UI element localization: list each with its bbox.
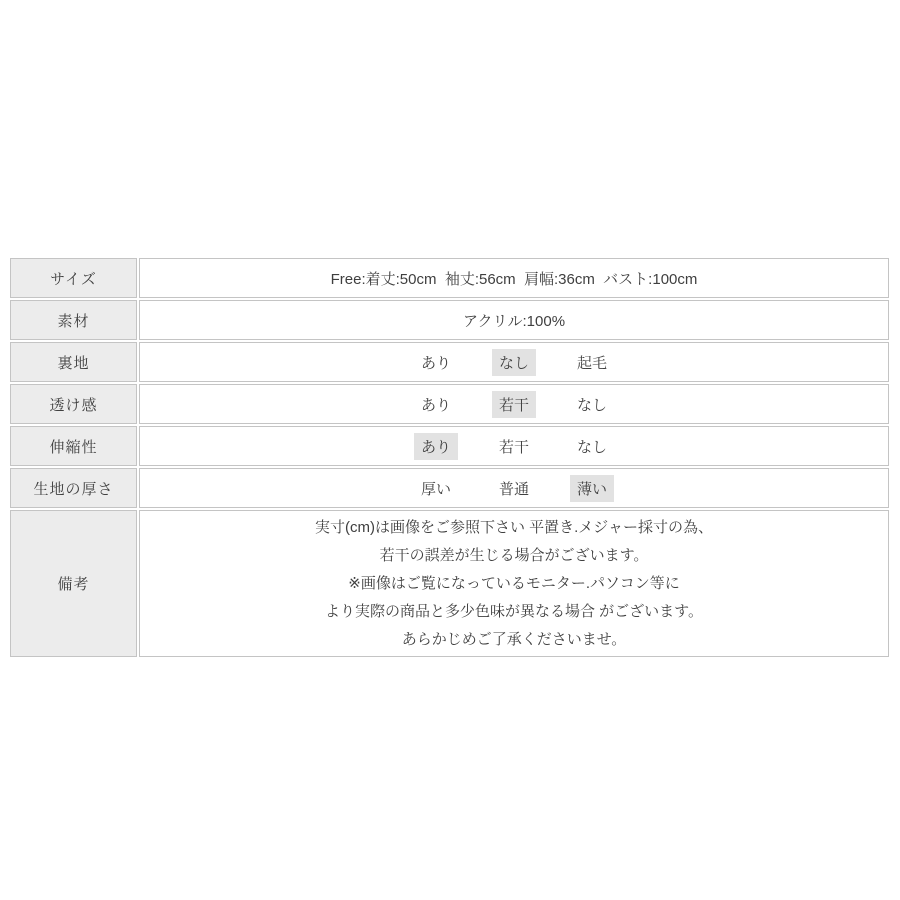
spec-table-body [10,258,889,657]
options-group [141,391,887,418]
remark-line: ※画像はご覧になっているモニター.パソコン等に [348,574,680,592]
spec-row [10,342,889,382]
spec-row-label: 素材 [10,300,137,340]
selected-option: 薄い [570,475,614,502]
remark-line: あらかじめご了承くださいませ。 [401,630,627,648]
option-item: 若干 [498,438,529,456]
spec-row-value [139,510,889,657]
options-group [141,475,887,502]
option-item: 厚い [420,480,451,498]
spec-row-value [139,384,889,424]
spec-row-label: 伸縮性 [10,426,137,466]
spec-row-label: サイズ [10,258,137,298]
spec-row-value [139,468,889,508]
spec-row-label: 透け感 [10,384,137,424]
spec-row-value [139,342,889,382]
spec-row-label: 裏地 [10,342,137,382]
option-item: なし [577,438,608,456]
product-spec-table [8,256,891,659]
option-item: あり [420,396,451,414]
spec-row [10,510,889,657]
option-item: なし [577,396,608,414]
selected-option: 若干 [492,391,536,418]
spec-row [10,468,889,508]
spec-row-label: 生地の厚さ [10,468,137,508]
spec-row [10,300,889,340]
spec-row [10,426,889,466]
option-item: あり [420,354,451,372]
options-group [141,349,887,376]
selected-option: なし [492,349,536,376]
remark-line: 若干の誤差が生じる場合がございます。 [379,546,649,564]
selected-option: あり [414,433,458,460]
option-item: 起毛 [577,354,608,372]
spec-row-label: 備考 [10,510,137,657]
spec-row [10,258,889,298]
remark-line: 実寸(cm)は画像をご参照下さい 平置き.メジャー採寸の為、 [314,518,714,536]
option-item: 普通 [498,480,529,498]
spec-row-value: Free:着丈:50cm 袖丈:56cm 肩幅:36cm バスト:100cm [139,258,889,298]
spec-row-value: アクリル:100% [139,300,889,340]
spec-row [10,384,889,424]
remark-line: より実際の商品と多少色味が異なる場合 がございます。 [325,602,703,620]
options-group [141,433,887,460]
spec-row-value [139,426,889,466]
